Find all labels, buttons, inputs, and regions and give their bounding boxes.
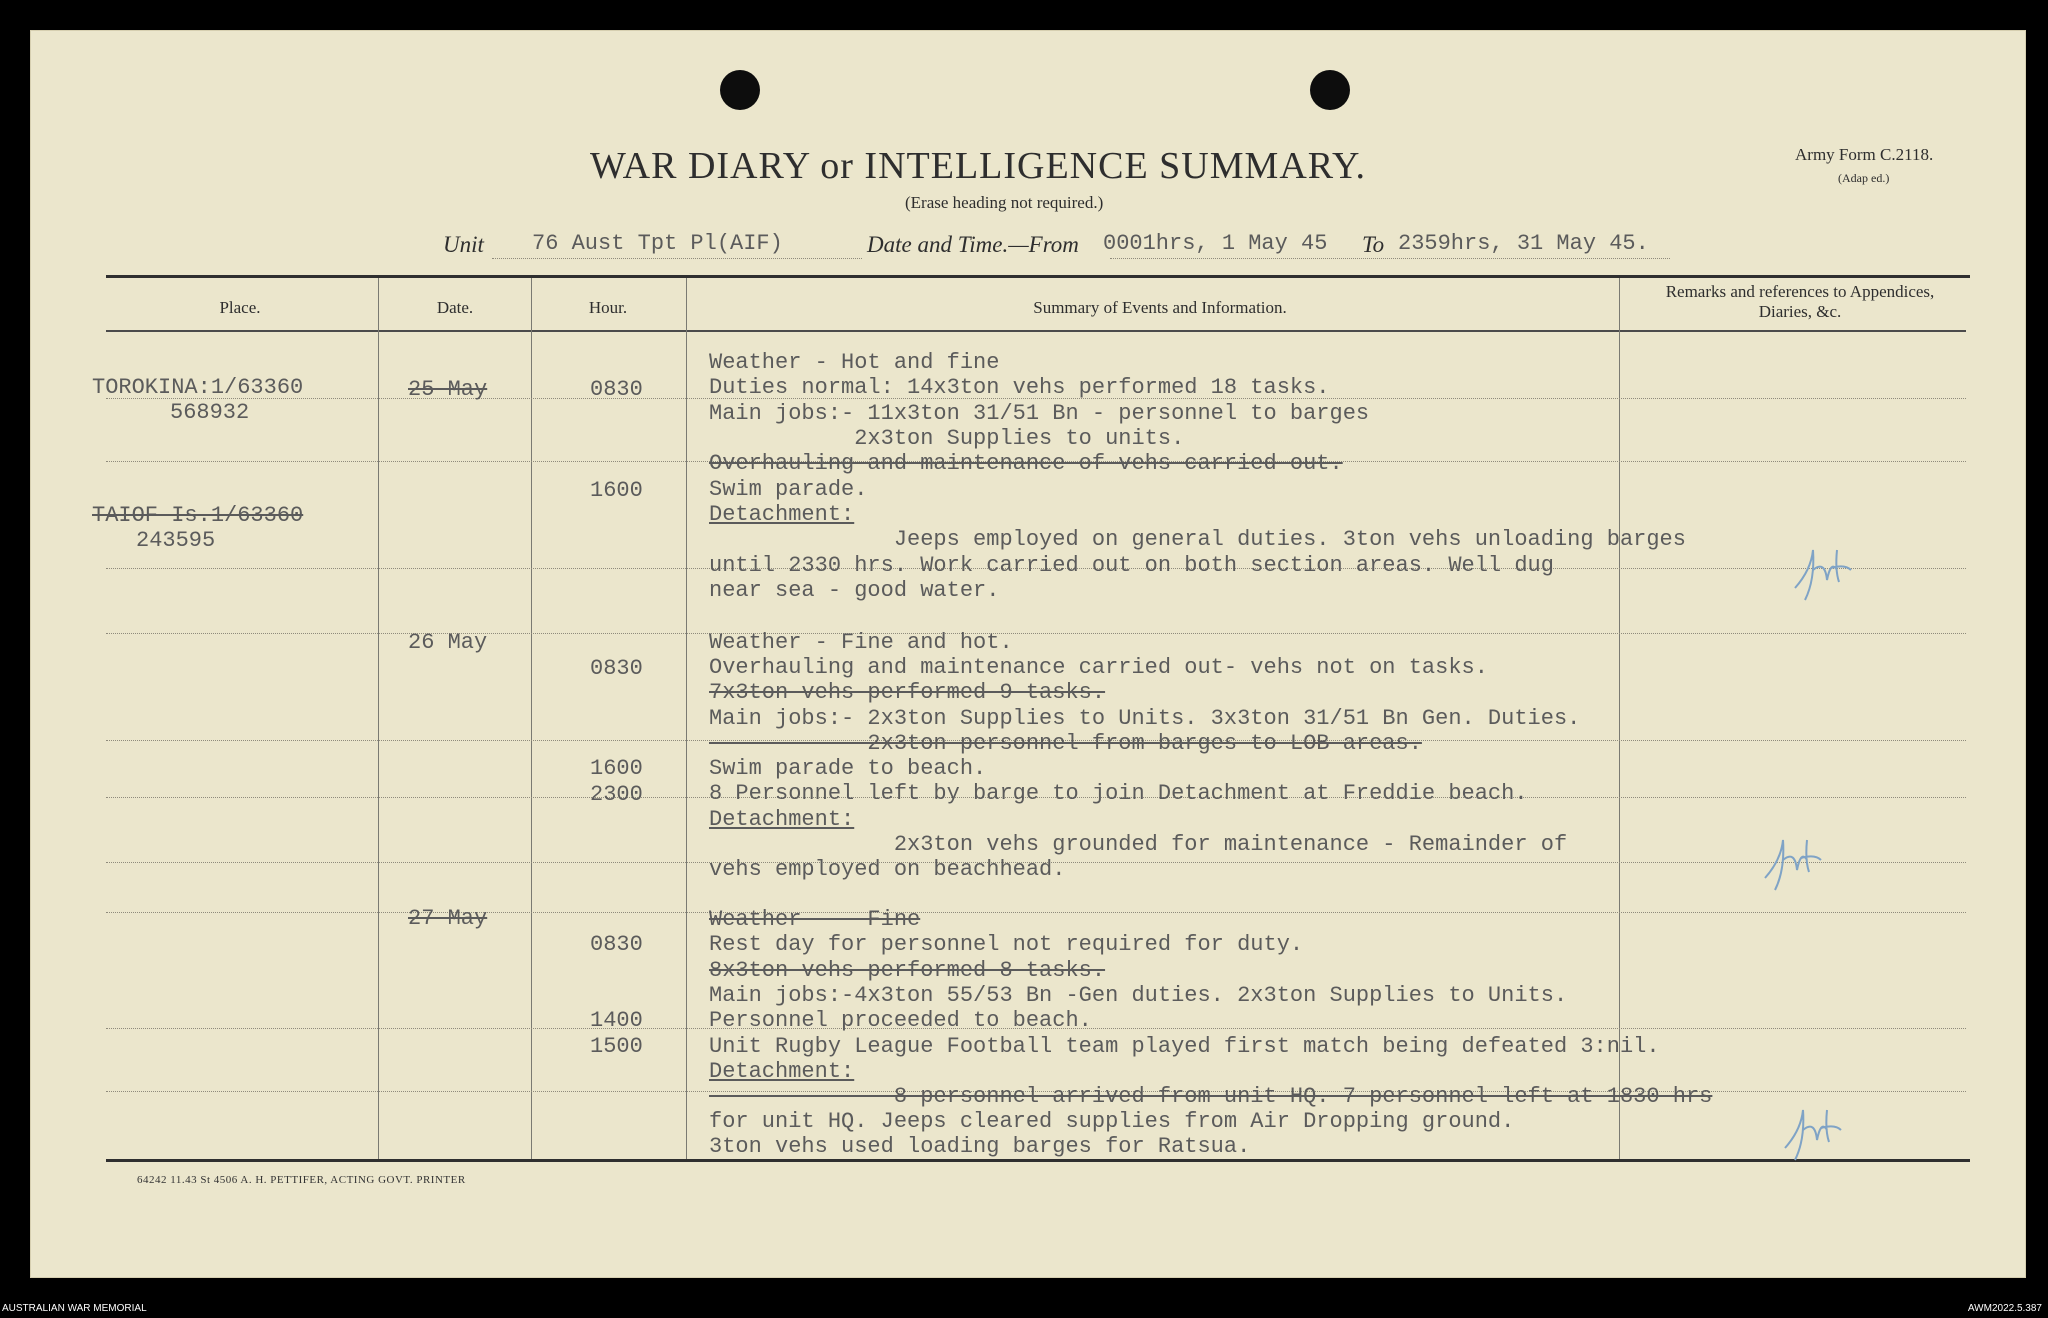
place-torokina-ref: 568932 bbox=[170, 400, 250, 425]
summary-line: Swim parade. bbox=[709, 477, 868, 502]
erase-note: (Erase heading not required.) bbox=[905, 193, 1104, 212]
summary-line: Weather - Hot and fine bbox=[709, 350, 1000, 375]
printer-imprint: 64242 11.43 St 4506 A. H. PETTIFER, ACTING GOVT. PRINTER bbox=[137, 1174, 466, 1186]
army-form-number: Army Form C.2118. bbox=[1795, 145, 1934, 164]
hour-entry: 0830 bbox=[590, 377, 643, 402]
summary-line: Main jobs:-4x3ton 55/53 Bn -Gen duties. 2x3ton Supplies to Units. bbox=[709, 983, 1568, 1008]
table-top-rule bbox=[106, 275, 1970, 278]
summary-line: 8 Personnel left by barge to join Detachment at Freddie beach. bbox=[709, 781, 1528, 806]
column-divider-hour bbox=[686, 278, 687, 1159]
table-bottom-rule bbox=[106, 1159, 1970, 1162]
to-label: To bbox=[1362, 232, 1385, 257]
summary-line: Detachment: bbox=[709, 1059, 855, 1084]
summary-line: near sea - good water. bbox=[709, 578, 1000, 603]
summary-line: Detachment: bbox=[709, 807, 855, 832]
summary-line: Main jobs:- 2x3ton Supplies to Units. 3x3ton 31/51 Bn Gen. Duties. bbox=[709, 706, 1581, 731]
summary-line: 2x3ton vehs grounded for maintenance - Remainder of bbox=[709, 832, 1568, 857]
hour-entry: 0830 bbox=[590, 932, 643, 957]
summary-line: vehs employed on beachhead. bbox=[709, 857, 1066, 882]
hour-entry: 1400 bbox=[590, 1008, 643, 1033]
header-hour: Hour. bbox=[588, 298, 628, 317]
form-title: WAR DIARY or INTELLIGENCE SUMMARY. bbox=[590, 145, 1367, 187]
hour-entry: 1600 bbox=[590, 756, 643, 781]
place-taiof-ref: 243595 bbox=[136, 528, 216, 553]
summary-line: 3ton vehs used loading barges for Ratsua. bbox=[709, 1134, 1251, 1159]
signature-initials bbox=[1755, 830, 1835, 900]
punch-hole-left bbox=[720, 70, 760, 110]
header-date: Date. bbox=[436, 298, 474, 317]
hour-entry: 0830 bbox=[590, 656, 643, 681]
from-value: 0001hrs, 1 May 45 bbox=[1103, 231, 1328, 256]
row-rule bbox=[106, 912, 1966, 913]
archive-reference: AWM2022.5.387 bbox=[1967, 1303, 2042, 1314]
unit-label: Unit bbox=[443, 232, 484, 257]
to-value: 2359hrs, 31 May 45. bbox=[1398, 231, 1649, 256]
column-divider-summary bbox=[1619, 278, 1620, 1159]
summary-line: 8 personnel arrived from unit HQ. 7 personnel left at 1830 hrs bbox=[709, 1084, 1713, 1109]
date-dotted-line bbox=[1110, 258, 1670, 259]
place-torokina: TOROKINA:1/63360 bbox=[92, 375, 304, 400]
header-place: Place. bbox=[219, 298, 261, 317]
summary-line: 2x3ton Supplies to units. bbox=[709, 426, 1185, 451]
unit-dotted-line bbox=[492, 258, 862, 259]
summary-line: Detachment: bbox=[709, 502, 855, 527]
summary-line: Personnel proceeded to beach. bbox=[709, 1008, 1092, 1033]
summary-line: Jeeps employed on general duties. 3ton vehs unloading barges bbox=[709, 527, 1686, 552]
summary-line: Overhauling and maintenance of vehs carried out. bbox=[709, 451, 1343, 476]
hour-entry: 2300 bbox=[590, 782, 643, 807]
summary-line: Main jobs:- 11x3ton 31/51 Bn - personnel to barges bbox=[709, 401, 1370, 426]
summary-line: 2x3ton personnel from barges to LOB areas. bbox=[709, 731, 1422, 756]
signature-initials bbox=[1785, 540, 1865, 610]
unit-value: 76 Aust Tpt Pl(AIF) bbox=[532, 231, 783, 256]
summary-line: 8x3ton vehs performed 8 tasks. bbox=[709, 958, 1106, 983]
summary-line: 7x3ton vehs performed 9 tasks. bbox=[709, 680, 1106, 705]
summary-line: Weather - Fine bbox=[709, 907, 921, 932]
archive-credit: AUSTRALIAN WAR MEMORIAL bbox=[2, 1303, 147, 1314]
date-entry: 26 May bbox=[408, 630, 488, 655]
hour-entry: 1500 bbox=[590, 1034, 643, 1059]
summary-line: until 2330 hrs. Work carried out on both section areas. Well dug bbox=[709, 553, 1554, 578]
hour-entry: 1600 bbox=[590, 478, 643, 503]
date-entry: 25 May bbox=[408, 377, 488, 402]
header-rule-summary bbox=[686, 330, 1621, 332]
summary-line: Overhauling and maintenance carried out- vehs not on tasks. bbox=[709, 655, 1488, 680]
date-time-label: Date and Time.—From bbox=[867, 232, 1079, 257]
summary-line: Weather - Fine and hot. bbox=[709, 630, 1013, 655]
column-divider-date bbox=[531, 278, 532, 1159]
header-rule-remarks bbox=[1621, 330, 1966, 332]
header-remarks: Remarks and references to Appendices, Diaries, &c. bbox=[1665, 282, 1935, 321]
summary-line: Unit Rugby League Football team played first match being defeated 3:nil. bbox=[709, 1034, 1660, 1059]
column-divider-place bbox=[378, 278, 379, 1159]
summary-line: Rest day for personnel not required for duty. bbox=[709, 932, 1304, 957]
summary-line: Swim parade to beach. bbox=[709, 756, 987, 781]
date-entry: 27 May bbox=[408, 906, 488, 931]
punch-hole-right bbox=[1310, 70, 1350, 110]
signature-initials bbox=[1775, 1100, 1855, 1170]
summary-line: Duties normal: 14x3ton vehs performed 18 tasks. bbox=[709, 375, 1330, 400]
place-taiof: TAIOF Is.1/63360 bbox=[92, 503, 304, 528]
summary-line: for unit HQ. Jeeps cleared supplies from Air Dropping ground. bbox=[709, 1109, 1515, 1134]
row-rule bbox=[106, 633, 1966, 634]
header-summary: Summary of Events and Information. bbox=[1033, 298, 1287, 317]
adap-note: (Adap ed.) bbox=[1838, 171, 1890, 185]
header-rule-left bbox=[106, 330, 686, 332]
